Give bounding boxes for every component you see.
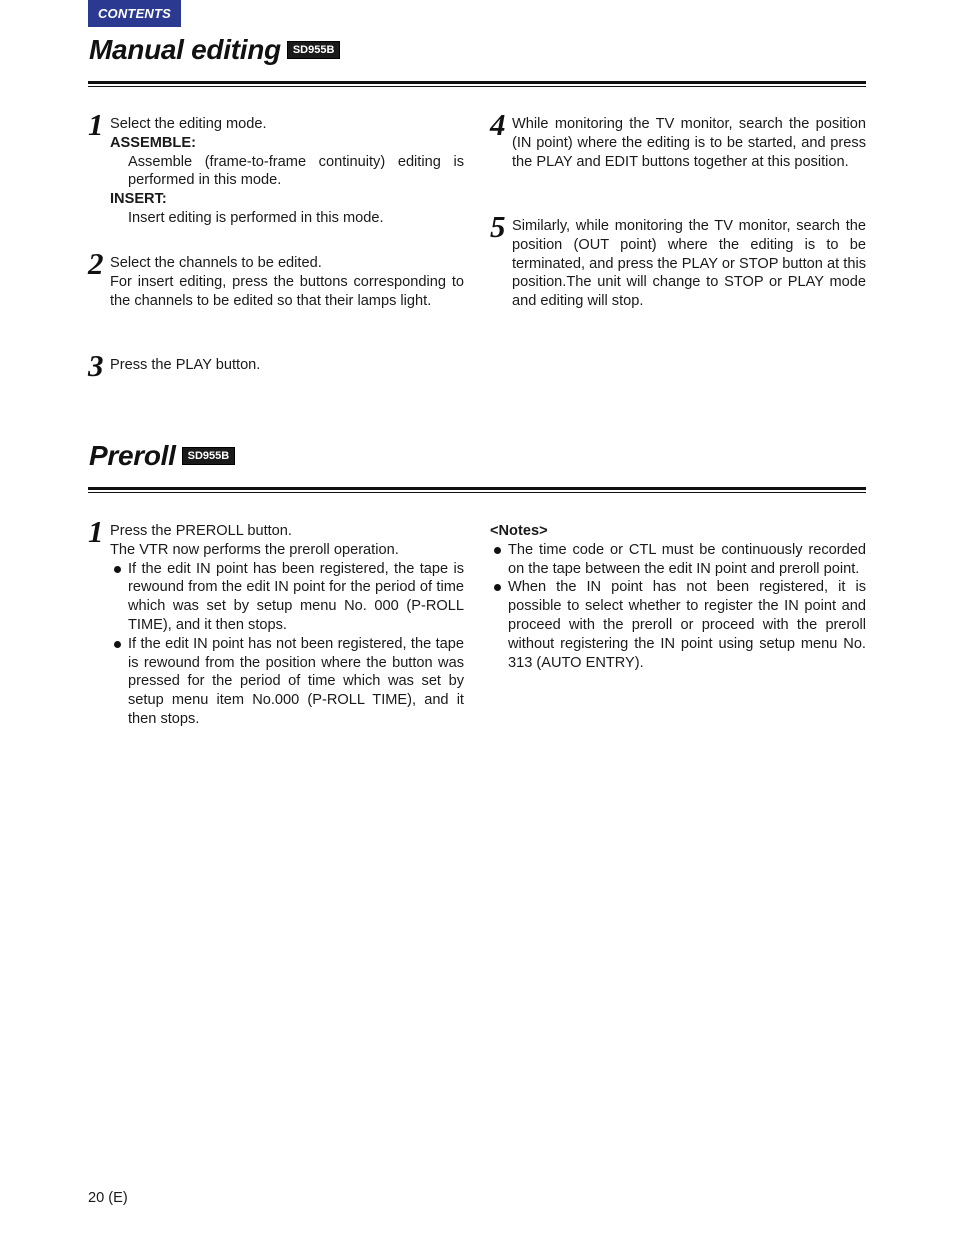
step-number: 1 [88,107,104,142]
assemble-description: Assemble (frame-to-frame continuity) editing is performed in this mode. [128,153,464,189]
step-number: 4 [490,107,506,142]
step-text: Similarly, while monitoring the TV monitor, search the position (OUT point) where the editing is to be terminated, and press the PLAY or STOP button at this position.The unit will change to STOP or PLAY mode and editing will stop. [512,218,866,310]
notes-list [490,541,866,673]
insert-description: Insert editing is performed in this mode. [128,209,384,226]
page-number: 20 (E) [88,1190,128,1206]
manual-editing-heading [89,34,340,66]
assemble-label: ASSEMBLE: [110,134,196,151]
step-number: 5 [490,209,506,244]
notes [490,522,866,672]
step-number: 1 [88,514,104,549]
model-badge: SD955B [182,447,236,465]
step-detail: For insert editing, press the buttons corresponding to the channels to be edited so that their lamps light. [110,273,464,309]
step-2 [88,246,464,310]
bullet-item: If the edit IN point has been registered, the tape is rewound from the edit IN point for the period of time which was set by setup menu No. 000 (P-ROLL TIME), and it then stops. [110,560,464,635]
section-title: Preroll [89,440,176,471]
step-4 [490,107,866,171]
section-divider [88,81,866,87]
step-text: Select the editing mode. [110,116,267,132]
step-text: While monitoring the TV monitor, search the position (IN point) where the editing is to be started, and press the PLAY and EDIT buttons together at this position. [512,116,866,170]
bullet-item: If the edit IN point has not been registered, the tape is rewound from the position where the button was pressed for the period of time which was set by setup menu item No.000 (P-ROLL TIME), and it then stops. [110,635,464,729]
step-text: Press the PREROLL button. [110,523,292,539]
step-text: Select the channels to be edited. [110,255,322,271]
contents-link[interactable]: CONTENTS [88,0,181,27]
page-title: Manual editing [89,34,281,65]
step-1 [88,107,464,228]
preroll-heading [89,440,235,472]
note-item: The time code or CTL must be continuously recorded on the tape between the edit IN point and preroll point. [490,541,866,579]
step-detail: The VTR now performs the preroll operation. [110,541,399,558]
step-number: 2 [88,246,104,281]
note-item: When the IN point has not been registered, it is possible to select whether to register the IN point and proceed with the preroll or proceed with the preroll without registering the IN point using setup menu No. 313 (AUTO ENTRY). [490,578,866,672]
model-badge: SD955B [287,41,341,59]
step-text: Press the PLAY button. [110,357,261,373]
notes-heading: <Notes> [490,523,548,539]
step-5 [490,209,866,311]
step-3 [88,348,464,383]
step-number: 3 [88,348,104,383]
bullet-list [110,560,464,729]
insert-label: INSERT: [110,191,167,208]
section-divider [88,487,866,493]
preroll-step-1 [88,514,464,729]
